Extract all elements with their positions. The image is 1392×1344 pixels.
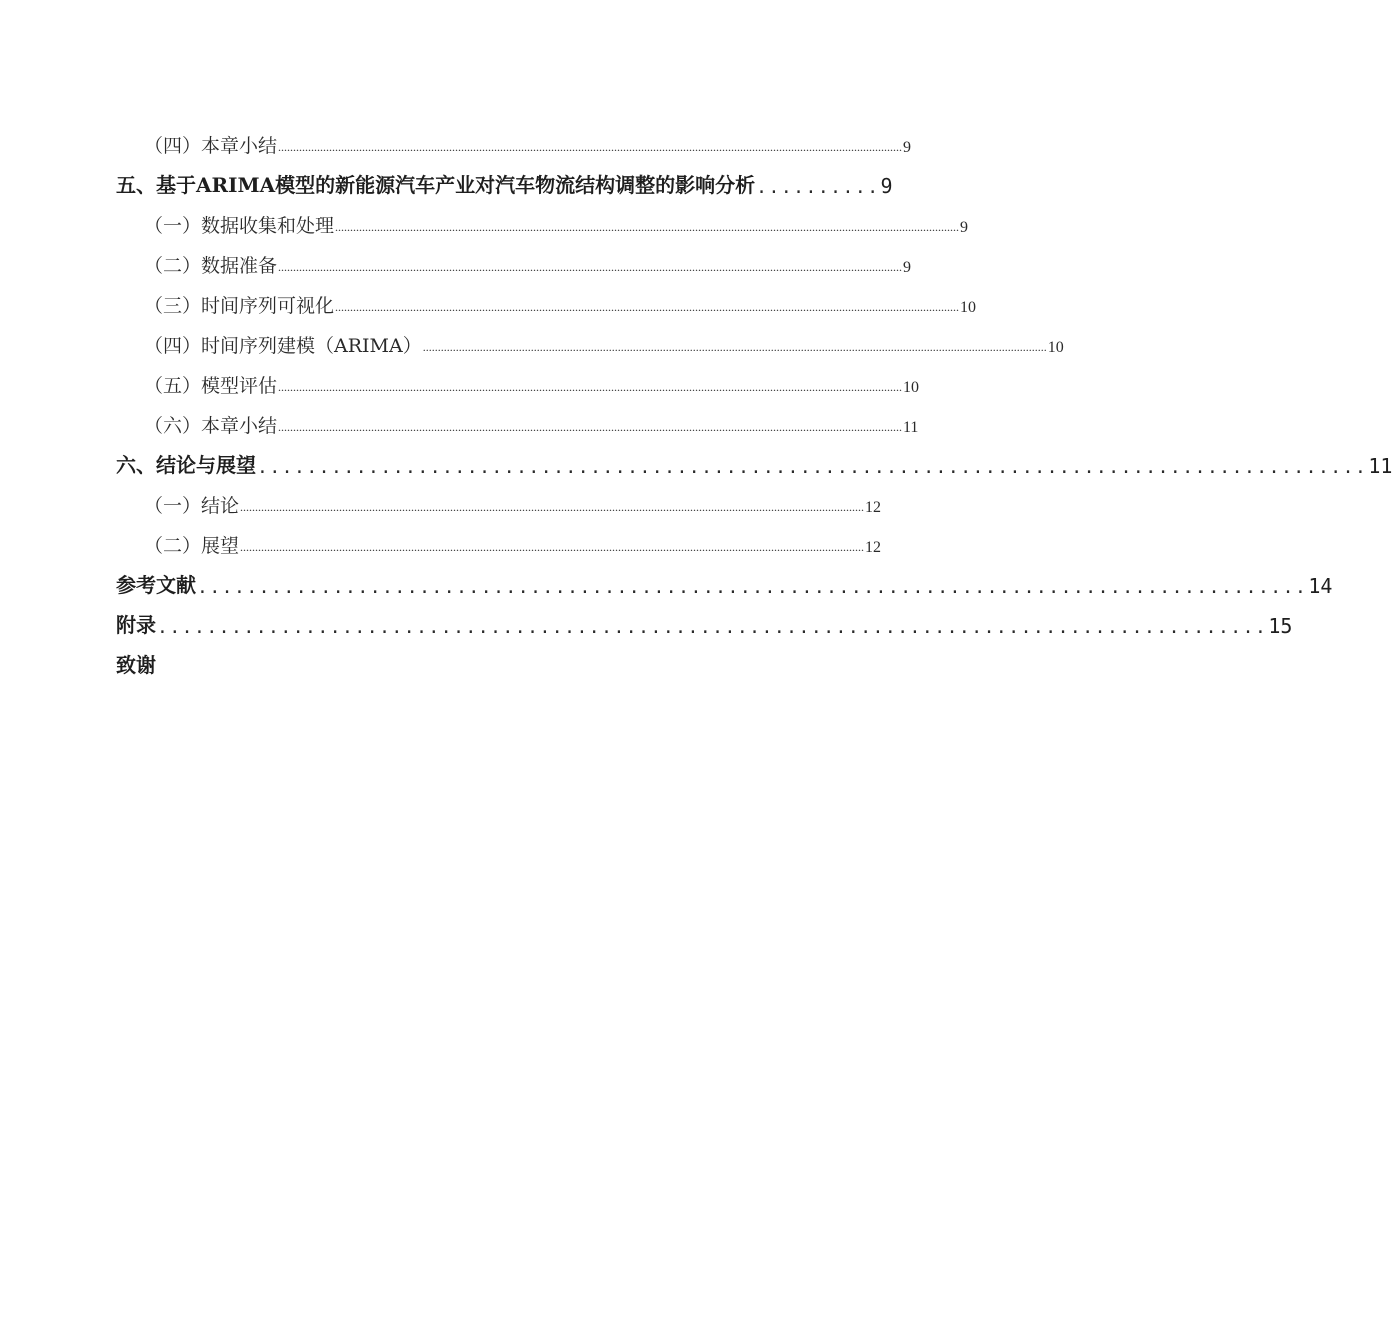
toc-entry-title: 致谢 [116, 653, 156, 677]
toc-entry-arima-modeling[interactable] [116, 320, 1064, 360]
toc-entry-title: （六）本章小结 [144, 415, 278, 437]
toc-entry-title: （四）时间序列建模（ARIMA） [144, 335, 422, 357]
toc-entry-references[interactable] [116, 560, 1333, 600]
dot-leader: .......... [756, 177, 880, 198]
table-of-contents [116, 120, 1392, 680]
toc-entry-chapter5-summary[interactable] [116, 400, 919, 440]
toc-entry-page: 10 [1047, 339, 1064, 356]
toc-entry-page: 15 [1268, 614, 1293, 638]
dot-leader: ................................................................................................................................................................................................................ [278, 260, 903, 274]
toc-entry-page: 9 [960, 219, 969, 236]
dot-leader: ................................................................................................................................................................................................................ [335, 300, 960, 314]
dot-leader: ................................................................................................................................................................................................................ [278, 140, 903, 154]
dot-leader: ................................................................................................................................................................................................................ [335, 220, 960, 234]
toc-entry-title: （一）数据收集和处理 [144, 215, 335, 237]
toc-entry-chapter6[interactable] [116, 440, 1392, 480]
toc-entry-title: （四）本章小结 [144, 135, 278, 157]
toc-entry-acknowledgements[interactable] [116, 640, 835, 680]
toc-entry-page: 9 [903, 139, 912, 156]
toc-entry-page: 9 [903, 259, 912, 276]
dot-leader: .......................................................................................... [197, 577, 1308, 598]
toc-entry-data-preparation[interactable] [116, 240, 912, 280]
toc-entry-page: 14 [1308, 574, 1333, 598]
toc-entry-page: 11 [1368, 454, 1392, 478]
toc-entry-page: 10 [960, 299, 977, 316]
dot-leader: ................................................................................................................................................................................................................ [240, 500, 865, 514]
toc-entry-title: 六、结论与展望 [116, 453, 256, 477]
toc-entry-title: （三）时间序列可视化 [144, 295, 335, 317]
dot-leader: .......................................................................................... [257, 457, 1368, 478]
toc-entry-title: 参考文献 [116, 573, 196, 597]
toc-entry-title: （五）模型评估 [144, 375, 278, 397]
toc-entry-title: （二）数据准备 [144, 255, 278, 277]
dot-leader: ................................................................................................................................................................................................................ [240, 540, 865, 554]
toc-entry-page: 12 [865, 499, 882, 516]
toc-entry-outlook[interactable] [116, 520, 882, 560]
dot-leader: ................................................................................................................................................................................................................ [278, 420, 903, 434]
dot-leader: .......................................................................................... [157, 617, 1268, 638]
toc-entry-page: 10 [903, 379, 920, 396]
toc-entry-data-collection[interactable] [116, 200, 969, 240]
toc-entry-chapter4-summary[interactable] [116, 120, 912, 160]
toc-entry-title: （一）结论 [144, 495, 240, 517]
dot-leader: ................................................................................................................................................................................................................ [278, 380, 903, 394]
toc-entry-page: 11 [903, 419, 919, 436]
toc-entry-page: 9 [880, 174, 893, 198]
dot-leader: ................................................................................................................................................................................................................ [422, 340, 1047, 354]
toc-entry-model-evaluation[interactable] [116, 360, 920, 400]
toc-entry-conclusion[interactable] [116, 480, 882, 520]
toc-entry-title: 五、基于ARIMA模型的新能源汽车产业对汽车物流结构调整的影响分析 [116, 173, 756, 197]
toc-entry-chapter5[interactable] [116, 160, 893, 200]
toc-entry-page: 12 [865, 539, 882, 556]
toc-entry-time-series-visualization[interactable] [116, 280, 977, 320]
toc-entry-title: 附录 [116, 613, 156, 637]
toc-entry-appendix[interactable] [116, 600, 1293, 640]
toc-entry-title: （二）展望 [144, 535, 240, 557]
